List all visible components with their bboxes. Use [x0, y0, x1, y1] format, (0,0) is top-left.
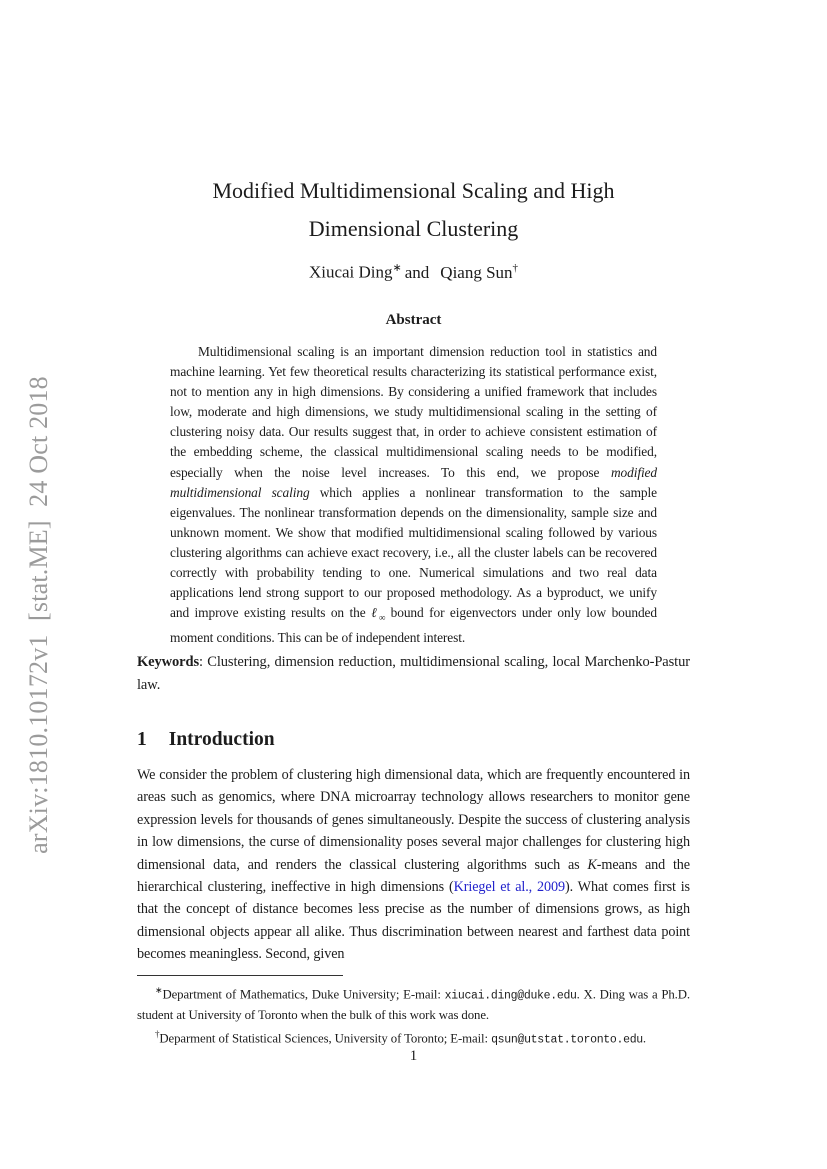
footnote-1 [137, 981, 690, 1025]
math-k-variable: K [587, 856, 597, 873]
intro-text-2: -means and the hierarchical clustering, ineffective in high dimensions ( [137, 856, 690, 896]
abstract-heading: Abstract [385, 312, 442, 328]
arxiv-watermark: arXiv:1810.10172v1 [stat.ME] 24 Oct 2018 [24, 376, 53, 854]
author-footnote-marker-1: ∗ [392, 262, 402, 274]
abstract-paragraph [170, 342, 657, 648]
abstract-text-2: which applies a nonlinear transformation to the sample eigenvalues. The nonlinear transformation depends on the dimensionality, sample size and unknown moment. We show that modified multidimensional scaling followed by various clustering algorithms can achieve exact recovery, i.e., all the cluster labels can be recovered correctly with probability tending to one. Numerical simulations and two real data applications lend strong support to our proposed methodology. As a byproduct, we unify and improve existing results on the [170, 484, 657, 621]
abstract-text-3: bound for eigenvectors under only low bounded moment conditions. This can be of independent interest. [170, 605, 657, 645]
section-title: Introduction [168, 729, 275, 750]
footnote-2-email: qsun@utstat.toronto.edu [491, 1033, 643, 1047]
intro-text-3: ). What comes first is that the concept of distance becomes less precise as the number of dimensions grows, as high dimensional objects appear all alike. Thus discrimination between nearest and farthest data point becomes meaningless. Second, given [137, 879, 690, 963]
author-name-2: Qiang Sun [440, 262, 513, 282]
intro-text-1: We consider the problem of clustering high dimensional data, which are frequently encountered in areas such as genomics, where DNA microarray technology allows researchers to monitor gene expression levels for thousands of genes simultaneously. Despite the success of clustering analysis in low dimensions, the curse of dimensionality poses several major challenges for clustering high dimensional data, and renders the classical clustering algorithms such as [137, 767, 690, 873]
author-name-1: Xiucai Ding [308, 262, 393, 282]
footnote-separator-rule [137, 975, 343, 976]
citation-link-kriegel-2009[interactable]: Kriegel et al., 2009 [453, 879, 565, 896]
math-infinity-subscript: ∞ [378, 612, 386, 623]
footnote-2-text-1: Deparment of Statistical Sciences, University of Toronto; E-mail: [159, 1031, 492, 1046]
footnote-2-text-2: . [642, 1031, 647, 1046]
keywords-paragraph [137, 651, 690, 697]
footnote-1-text-2: . X. Ding was a Ph.D. student at University of Toronto when the bulk of this work was done. [137, 987, 690, 1022]
math-ell-symbol: ℓ [371, 605, 379, 621]
authors-conjunction: and [404, 262, 430, 282]
paper-title [137, 172, 690, 248]
footnote-1-marker: ∗ [155, 985, 163, 995]
keywords-label: Keywords [137, 654, 200, 670]
footnote-1-email: xiucai.ding@duke.edu [444, 989, 577, 1003]
page-number: 1 [409, 1048, 418, 1064]
footnotes-block [137, 975, 690, 1050]
author-footnote-marker-2: † [512, 262, 519, 274]
footnote-2 [137, 1025, 690, 1050]
section-number: 1 [137, 729, 147, 750]
footnote-1-text-1: Department of Mathematics, Duke University; E-mail: [162, 987, 445, 1002]
abstract-emphasis: modified multidimensional scaling [170, 464, 657, 500]
intro-paragraph [137, 764, 690, 966]
paper-title-line2: Dimensional Clustering [308, 216, 519, 241]
math-ell-infinity [371, 605, 386, 623]
authors-line [137, 261, 690, 283]
footnote-2-marker: † [155, 1029, 160, 1040]
keywords-text: : Clustering, dimension reduction, multidimensional scaling, local Marchenko-Pastur law. [137, 654, 690, 693]
paper-title-line1: Modified Multidimensional Scaling and High [212, 178, 615, 203]
abstract-text-1: Multidimensional scaling is an important dimension reduction tool in statistics and machine learning. Yet few theoretical results characterizing its statistical performance exist, not to mention any in high dimensions. By considering a unified framework that includes low, moderate and high dimensions, we study multidimensional scaling in the setting of clustering noisy data. Our results suggest that, in order to achieve consistent estimation of the embedding scheme, the classical multidimensional scaling needs to be modified, especially when the noise level increases. To this end, we propose [170, 344, 657, 480]
section-heading [137, 729, 690, 751]
